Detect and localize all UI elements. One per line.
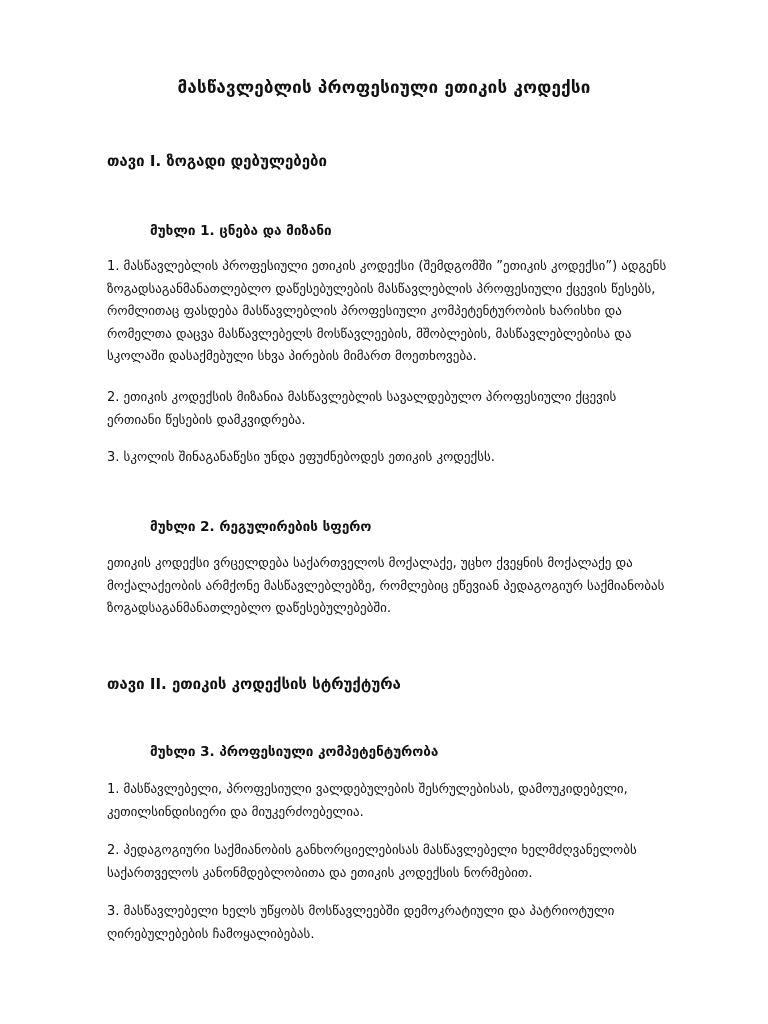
article-2-title: მუხლი 2. რეგულირების სფერო <box>150 519 372 535</box>
article-3-paragraph-3: 3. მასწავლებელი ხელს უწყობს მოსწავლეებში დემოკრატიული და პატრიოტული ღირებულებების ჩამოყალიბებას. <box>107 904 615 942</box>
article-1-paragraph-3: 3. სკოლის შინაგანაწესი უნდა ეფუძნებოდეს ეთიკის კოდექსს. <box>107 450 495 465</box>
article-1-paragraph-1: 1. მასწავლებლის პროფესიული ეთიკის კოდექსი (შემდგომში ”ეთიკის კოდექსი”) ადგენს ზოგადსაგანმანათლებლო დაწესებულების მასწავლებლის პროფესიული ქცევის წესებს, რომლითაც ფასდება მასწავლებლის პროფესიული კომპეტენტურობის ხარისხი და რომელთა დაცვა მასწავლებელს მოსწავლეების, მშობლების, მასწავლებლებისა და სკოლაში დასაქმებული სხვა პირების მიმართ მოეთხოვება. <box>107 259 667 364</box>
article-2-paragraph-1: ეთიკის კოდექსი ვრცელდება საქართველოს მოქალაქე, უცხო ქვეყნის მოქალაქე და მოქალაქეობის არმქონე მასწავლებლებზე, რომლებიც ეწევიან პედაგოგიურ საქმიანობას ზოგადსაგანმანათლებლო დაწესებულებებში. <box>107 556 665 616</box>
article-1-paragraph-2: 2. ეთიკის კოდექსის მიზანია მასწავლებლის სავალდებულო პროფესიული ქცევის ერთიანი წესების დამკვიდრება. <box>107 390 617 428</box>
chapter-2-title: თავი II. ეთიკის კოდექსის სტრუქტურა <box>107 675 401 693</box>
article-3-title: მუხლი 3. პროფესიული კომპეტენტურობა <box>150 744 439 760</box>
document-title: მასწავლებლის პროფესიული ეთიკის კოდექსი <box>177 78 591 98</box>
article-1-title: მუხლი 1. ცნება და მიზანი <box>150 223 332 239</box>
chapter-1-title: თავი I. ზოგადი დებულებები <box>107 152 327 170</box>
article-3-paragraph-1: 1. მასწავლებელი, პროფესიული ვალდებულების შესრულებისას, დამოუკიდებელი, კეთილსინდისიერი და მიუკერძოებელია. <box>107 782 628 820</box>
article-3-paragraph-2: 2. პედაგოგიური საქმიანობის განხორციელებისას მასწავლებელი ხელმძღვანელობს საქართველოს კანონმდებლობითა და ეთიკის კოდექსის ნორმებით. <box>107 843 637 881</box>
